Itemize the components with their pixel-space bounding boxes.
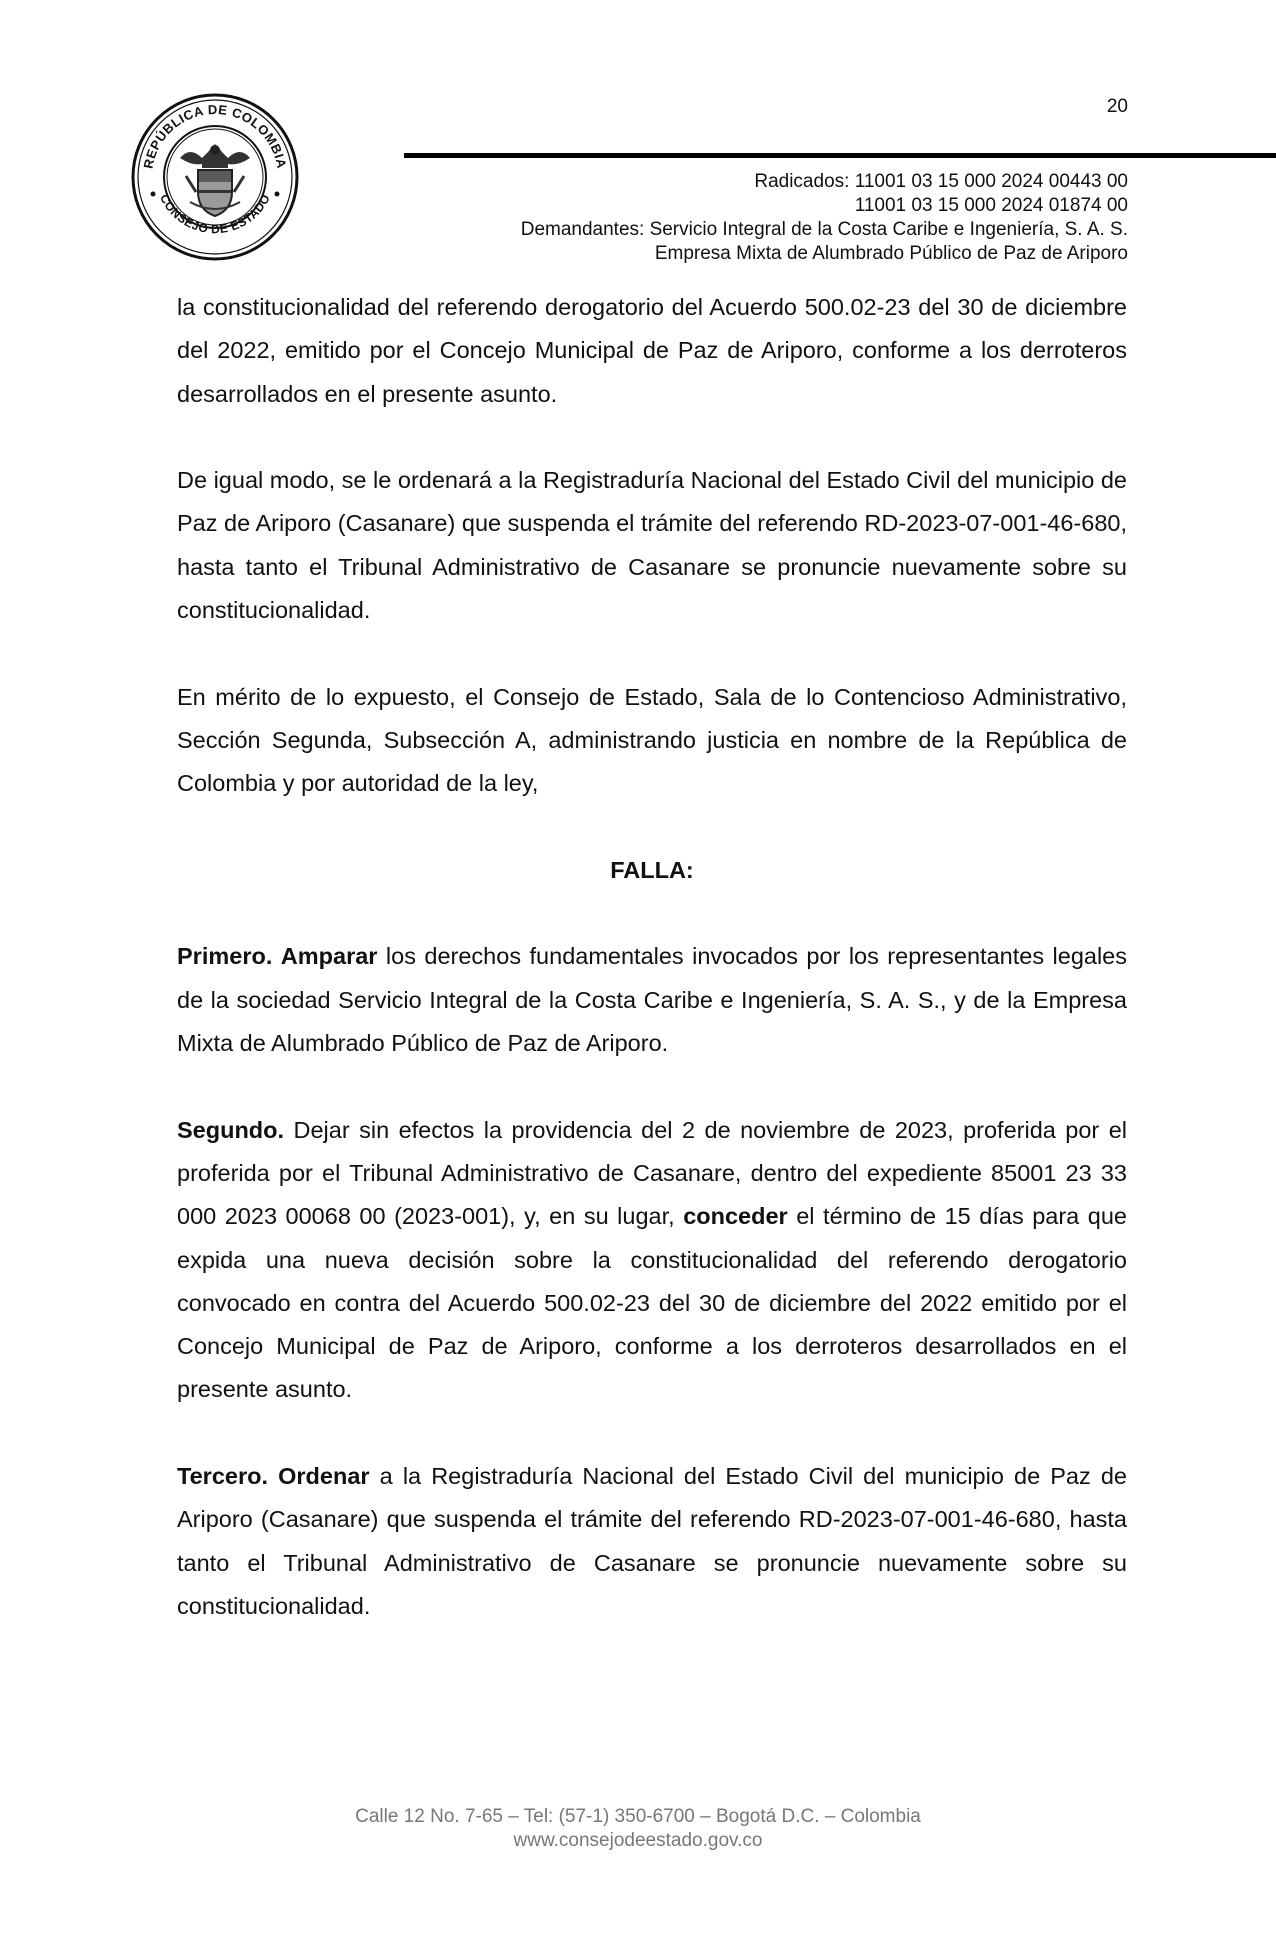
radicados-line-1: Radicados: 11001 03 15 000 2024 00443 00 bbox=[754, 171, 1128, 192]
primero-verb: Amparar bbox=[280, 943, 378, 970]
tercero-text: a la Registraduría Nacional del Estado Civil del municipio de Paz de Ariporo (Casanare) que suspenda el trámite del referendo RD-2023-07-001-46-680, hasta tanto el Tribunal Administrativo de Casanare se pronuncie nuevamente sobre su constitucionalidad. bbox=[177, 1463, 1127, 1619]
falla-heading: FALLA: bbox=[610, 856, 694, 883]
segundo-label: Segundo. bbox=[177, 1116, 285, 1143]
demandantes-line-1: Demandantes: Servicio Integral de la Costa Caribe e Ingeniería, S. A. S. bbox=[520, 219, 1128, 240]
radicados-line-2: 11001 03 15 000 2024 01874 00 bbox=[854, 195, 1128, 216]
paragraph-registraduria: De igual modo, se le ordenará a la Registraduría Nacional del Estado Civil del municipio de Paz de Ariporo (Casanare) que suspenda el trámite del referendo RD-2023-07-001-46-680, hasta tanto el Tribunal Administrativo de Casanare se pronuncie nuevamente sobre su constitucionalidad. bbox=[177, 467, 1127, 624]
paragraph-primero bbox=[177, 935, 1127, 1065]
paragraph-merito: En mérito de lo expuesto, el Consejo de Estado, Sala de lo Contencioso Administrativo, Sección Segunda, Subsección A, administrando justicia en nombre de la República de Colombia y por autoridad de la ley, bbox=[177, 683, 1127, 797]
header-rule bbox=[404, 153, 1276, 158]
svg-text:REPÚBLICA DE COLOMBIA: REPÚBLICA DE COLOMBIA bbox=[140, 101, 290, 170]
primero-label: Primero. bbox=[177, 943, 273, 970]
primero-text: los derechos fundamentales invocados por los representantes legales de la sociedad Servicio Integral de la Costa Caribe e Ingeniería, S. A. S., y de la Empresa Mixta de Alumbrado Público de Paz de Ariporo. bbox=[177, 943, 1127, 1057]
page-footer bbox=[0, 1805, 1276, 1853]
segundo-verb: conceder bbox=[683, 1203, 788, 1230]
footer-address: Calle 12 No. 7-65 – Tel: (57-1) 350-6700 – Bogotá D.C. – Colombia bbox=[355, 1806, 921, 1827]
segundo-text-2: el término de 15 días para que expida una nueva decisión sobre la constitucionalidad del referendo derogatorio convocado en contra del Acuerdo 500.02-23 del 30 de diciembre del 2022 emitido por el Concejo Municipal de Paz de Ariporo, conforme a los derroteros desarrollados en el presente asunto. bbox=[177, 1203, 1127, 1403]
svg-text:CONSEJO DE ESTADO: CONSEJO DE ESTADO bbox=[157, 191, 273, 237]
demandantes-line-2: Empresa Mixta de Alumbrado Público de Paz de Ariporo bbox=[654, 243, 1128, 264]
page-number: 20 bbox=[1106, 96, 1128, 117]
tercero-label: Tercero. bbox=[177, 1463, 268, 1490]
segundo-text-1: Dejar sin efectos la providencia del 2 de noviembre de 2023, proferida por el proferida por el Tribunal Administrativo de Casanare, dentro del expediente 85001 23 33 000 2023 00068 00 (2023-001), y, en su lugar, bbox=[177, 1116, 1127, 1230]
document-body bbox=[177, 286, 1127, 1628]
paragraph-continuation: la constitucionalidad del referendo derogatorio del Acuerdo 500.02-23 del 30 de diciembre del 2022, emitido por el Concejo Municipal de Paz de Ariporo, conforme a los derroteros desarrollados en el presente asunto. bbox=[177, 294, 1127, 407]
paragraph-segundo bbox=[177, 1109, 1127, 1412]
consejo-de-estado-seal bbox=[130, 92, 300, 262]
tercero-verb: Ordenar bbox=[278, 1463, 370, 1490]
case-header bbox=[521, 170, 1128, 266]
footer-website: www.consejodeestado.gov.co bbox=[513, 1830, 763, 1851]
paragraph-tercero bbox=[177, 1455, 1127, 1628]
